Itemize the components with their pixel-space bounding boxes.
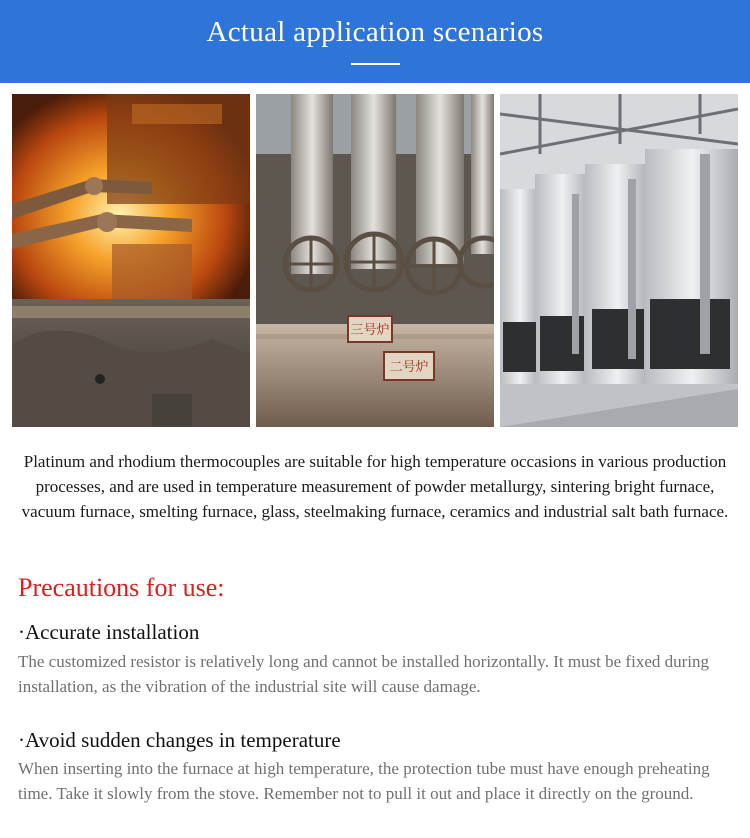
precaution-text-temperature: When inserting into the furnace at high temperature, the protection tube must have enough preheating time. Take it slowly from the stove. Remember not to pull it out and place it directly on the ground. [18,759,710,803]
precaution-text-installation: The customized resistor is relatively long and cannot be installed horizontally. It must be fixed during installation, as the vibration of the industrial site will cause damage. [18,652,709,696]
furnace-pouring-photo [12,94,250,427]
industrial-equipment-photo [500,94,738,427]
precaution-heading-installation: ·Accurate installation [18,620,200,644]
photo-sign-2: 二号炉 [389,360,429,375]
pipes-valves-photo [256,94,494,427]
application-description: Platinum and rhodium thermocouples are suitable for high temperature occasions in various production processes, and are used in temperature measurement of powder metallurgy, sintering bright furnace, vacuum furnace, smelting furnace, glass, steelmaking furnace, ceramics and industrial salt bath furnace. [21,452,729,521]
page-title: Actual application scenarios [206,16,544,48]
precaution-heading-temperature: ·Avoid sudden changes in temperature [18,728,341,752]
precautions-title: Precautions for use: [18,573,225,602]
header-banner [0,0,750,83]
photo-sign-1: 三号炉 [350,323,390,338]
title-underline [351,63,400,65]
